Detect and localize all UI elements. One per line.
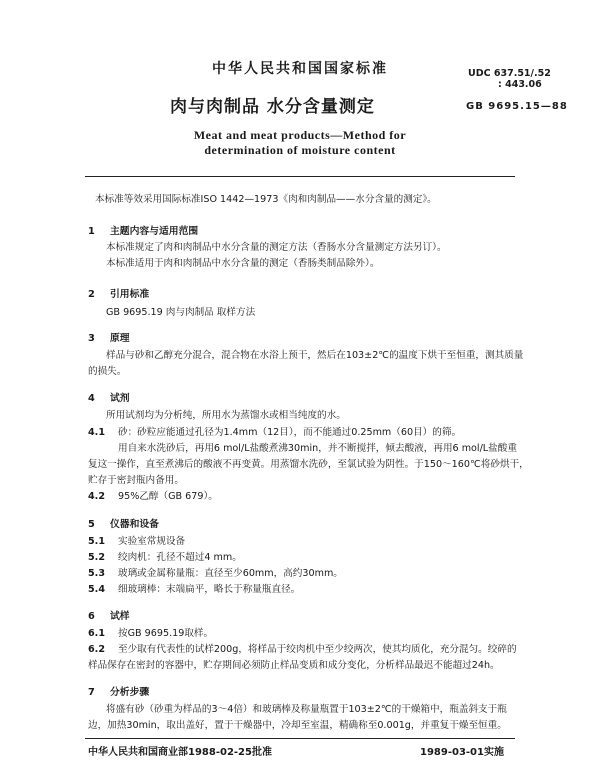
footer-divider: [85, 738, 515, 739]
item-5-1: [88, 536, 185, 548]
item-4-1-line-4: 贮存于密封瓶内备用。: [88, 475, 184, 486]
section-number: 1: [88, 226, 95, 237]
item-5-2: [88, 552, 242, 564]
section-title: 试剂: [110, 393, 130, 404]
item-4-1: [88, 427, 461, 439]
item-number: 5.1: [88, 536, 105, 547]
item-4-2: [88, 491, 218, 503]
item-text: 玻璃或金属称量瓶：直径至少60mm，高约30mm。: [118, 568, 343, 579]
section-title: 分析步骤: [110, 687, 150, 698]
standard-number: GB 9695.15—88: [466, 101, 568, 112]
item-number: 5.4: [88, 584, 105, 595]
section-5-heading: [88, 516, 159, 530]
item-text: 95%乙醇（GB 679）。: [118, 491, 218, 502]
item-4-1-line-2: 用自来水洗砂后，再用6 mol/L盐酸煮沸30min，并不断搅拌，倾去酸液，再用6 mol/L盐酸重: [118, 443, 517, 454]
document-title-en-line-2: determination of moisture content: [204, 143, 396, 157]
section-7-line-2: 边，加热30min，取出盖好，置于干燥器中，冷却至室温，精确称至0.001g，并重复干燥至恒重。: [88, 720, 507, 731]
issuing-authority: 中华人民共和国国家标准: [212, 61, 388, 77]
section-7-line-1: 将盛有砂（砂重为样品的3～4倍）和玻璃棒及称量瓶置于103±2℃的干燥箱中，瓶盖斜支于瓶: [106, 704, 507, 715]
item-6-2-line-2: 样品保存在密封的容器中，贮存期间必须防止样品变质和成分变化，分析样品最迟不能超过24h。: [88, 660, 500, 671]
section-3-line-2: 的损失。: [88, 366, 127, 377]
section-number: 4: [88, 393, 95, 404]
section-number: 7: [88, 687, 95, 698]
section-1-para-2: 本标准适用于肉和肉制品中水分含量的测定（香肠类制品除外）。: [106, 258, 380, 269]
document-title-cn: 肉与肉制品 水分含量测定: [170, 97, 375, 117]
item-number: 6.1: [88, 628, 105, 639]
item-text: 细玻璃棒：末端扁平，略长于称量瓶直径。: [118, 584, 301, 595]
section-number: 2: [88, 289, 95, 300]
intro-note: 本标准等效采用国际标准ISO 1442—1973《肉和肉制品——水分含量的测定》。: [95, 194, 437, 205]
udc-code: [468, 68, 551, 90]
udc-line-2: : 443.06: [498, 79, 542, 90]
item-text: 实验室常规设备: [118, 536, 186, 547]
section-1-para-1: 本标准规定了肉和肉制品中水分含量的测定方法（香肠水分含量测定方法另订）。: [106, 242, 447, 253]
section-number: 5: [88, 519, 95, 530]
section-3-heading: [88, 330, 130, 344]
section-2-heading: [88, 286, 149, 300]
section-title: 主题内容与适用范围: [110, 226, 199, 237]
item-5-3: [88, 568, 343, 580]
item-number: 4.2: [88, 491, 105, 502]
udc-line-1: UDC 637.51/.52: [468, 68, 551, 79]
item-number: 6.2: [88, 644, 105, 655]
item-number: 5.3: [88, 568, 105, 579]
section-number: 3: [88, 333, 95, 344]
item-text: 按GB 9695.19取样。: [118, 628, 214, 639]
section-1-heading: [88, 223, 198, 237]
item-text: 至少取有代表性的试样200g，将样品于绞肉机中至少绞两次，使其均质化，充分混匀。绞碎的: [118, 644, 517, 655]
section-title: 试样: [110, 611, 130, 622]
item-text: 砂：砂粒应能通过孔径为1.4mm（12目），而不能通过0.25mm（60目）的筛。: [118, 427, 462, 438]
section-4-intro: 所用试剂均为分析纯，所用水为蒸馏水或相当纯度的水。: [106, 410, 346, 421]
item-5-4: [88, 584, 300, 596]
section-title: 原理: [110, 333, 130, 344]
section-4-heading: [88, 390, 130, 404]
document-title-en-line-1: Meat and meat products—Method for: [193, 128, 407, 142]
section-6-heading: [88, 608, 130, 622]
section-3-line-1: 样品与砂和乙醇充分混合，混合物在水浴上预干，然后在103±2℃的温度下烘干至恒重，测其质量: [106, 350, 524, 361]
item-6-2: [88, 644, 517, 656]
effective-date: 1989-03-01实施: [420, 747, 504, 758]
section-7-heading: [88, 684, 149, 698]
approval-date: 中华人民共和国商业部1988-02-25批准: [88, 747, 272, 758]
item-6-1: [88, 628, 213, 640]
item-number: 5.2: [88, 552, 105, 563]
section-title: 仪器和设备: [110, 519, 159, 530]
section-2-reference: GB 9695.19 肉与肉制品 取样方法: [106, 307, 256, 318]
section-title: 引用标准: [110, 289, 150, 300]
item-text: 绞肉机：孔径不超过4 mm。: [118, 552, 242, 563]
item-4-1-line-3: 复这一操作，直至煮沸后的酸液不再变黄。用蒸馏水洗砂，至氯试验为阴性。于150～160℃将砂烘干，: [88, 459, 529, 470]
section-number: 6: [88, 611, 95, 622]
item-number: 4.1: [88, 427, 105, 438]
header-divider: [85, 176, 515, 177]
